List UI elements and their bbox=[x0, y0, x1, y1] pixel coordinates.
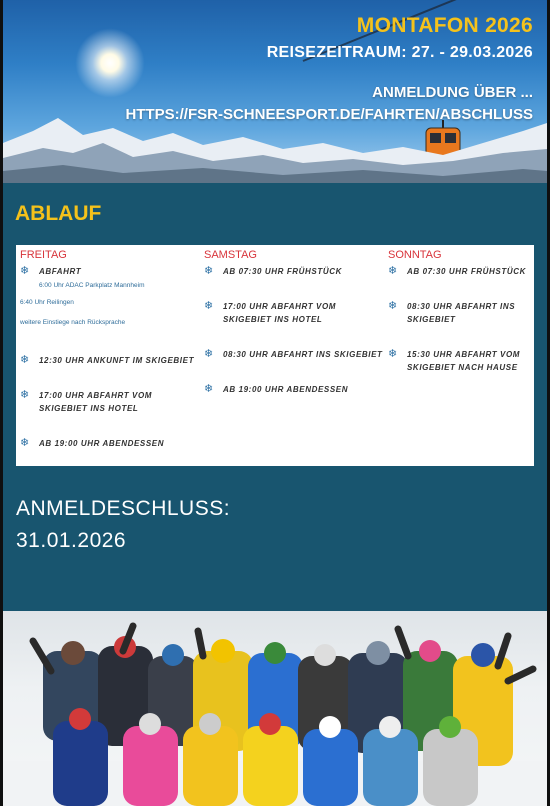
item-text: 08:30 UHR ABFAHRT INS SKIGEBIET bbox=[407, 302, 516, 324]
hero-banner bbox=[3, 0, 547, 183]
item-text: 17:00 UHR ABFAHRT VOM SKIGEBIET INS HOTEL bbox=[223, 302, 337, 324]
item-text: 15:30 UHR ABFAHRT VOM SKIGEBIET NACH HAUSE bbox=[407, 350, 521, 372]
snowflake-icon: ❄ bbox=[20, 437, 30, 449]
schedule-item bbox=[388, 348, 534, 374]
day-column-freitag bbox=[20, 249, 200, 450]
day-label: SONNTAG bbox=[388, 249, 442, 261]
schedule-item bbox=[204, 300, 384, 326]
day-label: SAMSTAG bbox=[204, 249, 257, 261]
schedule-item bbox=[388, 300, 534, 326]
departure-note: 6:40 Uhr Reilingen bbox=[20, 299, 74, 306]
schedule-table bbox=[16, 245, 534, 466]
snowflake-icon: ❄ bbox=[388, 348, 398, 360]
event-title: MONTAFON 2026 bbox=[356, 14, 533, 37]
item-text: AB 07:30 UHR FRÜHSTÜCK bbox=[223, 267, 342, 276]
day-column-samstag bbox=[204, 249, 384, 396]
schedule-item bbox=[204, 383, 384, 396]
schedule-item bbox=[204, 265, 384, 278]
item-text: 12:30 UHR ANKUNFT IM SKIGEBIET bbox=[39, 356, 195, 365]
travel-period: REISEZEITRAUM: 27. - 29.03.2026 bbox=[266, 44, 533, 61]
snowflake-icon: ❄ bbox=[388, 265, 398, 277]
registration-text: ANMELDUNG ÜBER ... bbox=[372, 84, 533, 101]
group-photo bbox=[3, 611, 547, 806]
snowflake-icon: ❄ bbox=[20, 354, 30, 366]
snowflake-icon: ❄ bbox=[20, 265, 30, 277]
item-text: ABFAHRT bbox=[39, 267, 82, 276]
schedule-item bbox=[20, 265, 200, 278]
item-text: AB 19:00 UHR ABENDESSEN bbox=[223, 385, 349, 394]
day-label: FREITAG bbox=[20, 249, 67, 261]
schedule-item bbox=[20, 354, 200, 367]
item-text: 08:30 UHR ABFAHRT INS SKIGEBIET bbox=[223, 350, 383, 359]
snowflake-icon: ❄ bbox=[204, 265, 214, 277]
schedule-item bbox=[388, 265, 534, 278]
schedule-item bbox=[20, 389, 200, 415]
departure-note: 6:00 Uhr ADAC Parkplatz Mannheim bbox=[39, 282, 145, 289]
item-text: 17:00 UHR ABFAHRT VOM SKIGEBIET INS HOTEL bbox=[39, 391, 153, 413]
sun-graphic bbox=[75, 28, 145, 98]
item-text: AB 07:30 UHR FRÜHSTÜCK bbox=[407, 267, 526, 276]
schedule-item bbox=[204, 348, 384, 361]
group-photo-graphic bbox=[3, 611, 547, 806]
item-text: AB 19:00 UHR ABENDESSEN bbox=[39, 439, 165, 448]
mountains-graphic bbox=[3, 113, 547, 183]
snowflake-icon: ❄ bbox=[388, 300, 398, 312]
snowflake-icon: ❄ bbox=[204, 348, 214, 360]
registration-url: HTTPS://FSR-SCHNEESPORT.DE/FAHRTEN/ABSCHLUSS bbox=[125, 106, 533, 123]
schedule-item bbox=[20, 437, 200, 450]
snowflake-icon: ❄ bbox=[20, 389, 30, 401]
deadline-date: 31.01.2026 bbox=[16, 529, 127, 552]
snowflake-icon: ❄ bbox=[204, 383, 214, 395]
departure-note: weitere Einstiege nach Rücksprache bbox=[20, 319, 126, 326]
day-column-sonntag bbox=[388, 249, 534, 374]
flyer bbox=[3, 0, 547, 806]
snowflake-icon: ❄ bbox=[204, 300, 214, 312]
section-title: ABLAUF bbox=[15, 202, 102, 225]
deadline-label: ANMELDESCHLUSS: bbox=[16, 497, 231, 520]
